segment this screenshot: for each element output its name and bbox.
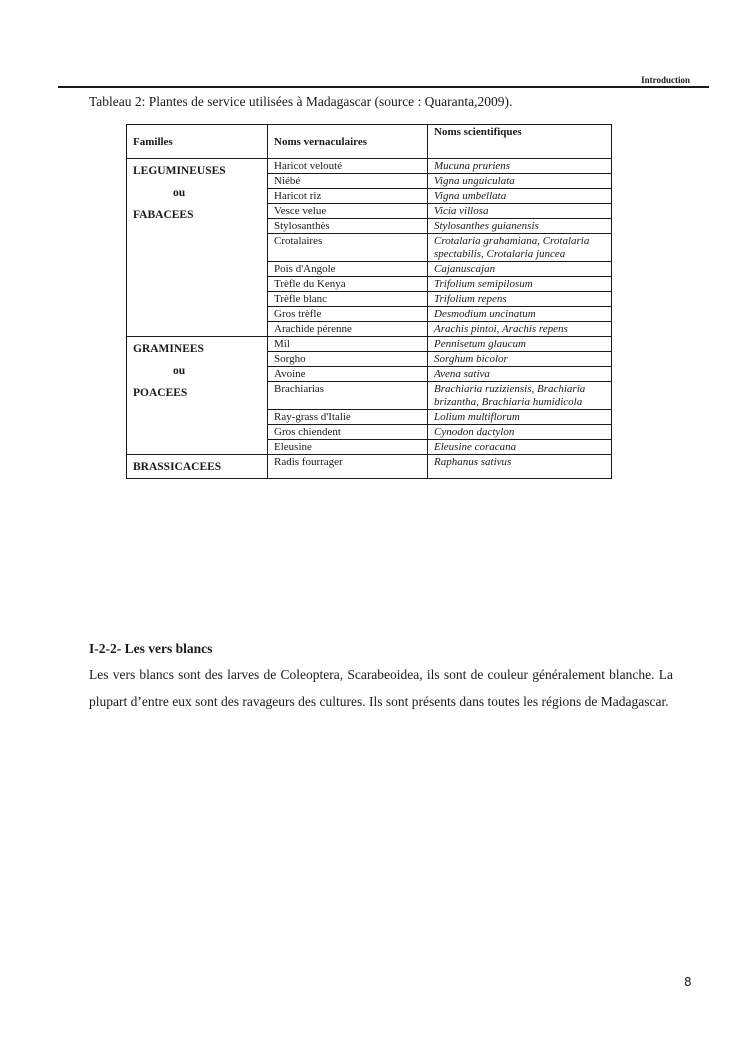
scientific-cell: Pennisetum glaucum xyxy=(428,337,612,352)
scientific-cell: Desmodium uncinatum xyxy=(428,307,612,322)
vernacular-cell: Mil xyxy=(268,337,428,352)
scientific-cell: Vigna unguiculata xyxy=(428,174,612,189)
vernacular-cell: Trèfle du Kenya xyxy=(268,277,428,292)
section-title: I-2-2- Les vers blancs xyxy=(89,641,213,656)
scientific-cell: Trifolium semipilosum xyxy=(428,277,612,292)
plants-table xyxy=(126,124,612,479)
family-cell xyxy=(127,455,268,479)
header-scientific: Noms scientifiques xyxy=(428,125,612,159)
header-families: Familles xyxy=(127,125,268,159)
family-name: LEGUMINEUSES xyxy=(133,165,226,177)
header-section-label: Introduction xyxy=(641,75,690,85)
scientific-cell: Brachiaria ruziziensis, Brachiaria brizantha, Brachiaria humidicola xyxy=(428,382,612,410)
scientific-cell: Vicia villosa xyxy=(428,204,612,219)
family-name: FABACEES xyxy=(133,209,194,221)
family-cell xyxy=(127,159,268,337)
vernacular-cell: Vesce velue xyxy=(268,204,428,219)
scientific-cell: Eleusine coracana xyxy=(428,440,612,455)
family-cell xyxy=(127,337,268,455)
scientific-cell: Sorghum bicolor xyxy=(428,352,612,367)
vernacular-cell: Radis fourrager xyxy=(268,455,428,479)
vernacular-cell: Niébé xyxy=(268,174,428,189)
table-header-row xyxy=(127,125,612,159)
vernacular-cell: Stylosanthès xyxy=(268,219,428,234)
vernacular-cell: Pois d'Angole xyxy=(268,262,428,277)
scientific-cell: Avena sativa xyxy=(428,367,612,382)
family-name: ou xyxy=(173,365,186,377)
scientific-cell: Cajanuscajan xyxy=(428,262,612,277)
vernacular-cell: Trèfle blanc xyxy=(268,292,428,307)
vernacular-cell: Avoine xyxy=(268,367,428,382)
vernacular-cell: Sorgho xyxy=(268,352,428,367)
scientific-cell: Stylosanthes guianensis xyxy=(428,219,612,234)
scientific-cell: Vigna umbellata xyxy=(428,189,612,204)
page-number: 8 xyxy=(684,975,692,989)
vernacular-cell: Ray-grass d'Italie xyxy=(268,410,428,425)
table-row xyxy=(127,159,612,174)
scientific-cell: Trifolium repens xyxy=(428,292,612,307)
section-paragraph: Les vers blancs sont des larves de Coleoptera, Scarabeoidea, ils sont de couleur généralement blanche. La plupart d’entre eux sont des ravageurs des cultures. Ils sont présents dans toutes les régions de Madagascar. xyxy=(89,667,673,709)
vernacular-cell: Gros trèfle xyxy=(268,307,428,322)
vernacular-cell: Arachide pérenne xyxy=(268,322,428,337)
scientific-cell: Cynodon dactylon xyxy=(428,425,612,440)
vernacular-cell: Crotalaires xyxy=(268,234,428,262)
vernacular-cell: Brachiarias xyxy=(268,382,428,410)
family-name: GRAMINEES xyxy=(133,343,204,355)
family-name: POACEES xyxy=(133,387,188,399)
vernacular-cell: Haricot velouté xyxy=(268,159,428,174)
scientific-cell: Mucuna pruriens xyxy=(428,159,612,174)
header-vernacular: Noms vernaculaires xyxy=(268,125,428,159)
family-name: ou xyxy=(173,187,186,199)
vernacular-cell: Eleusine xyxy=(268,440,428,455)
family-name: BRASSICACEES xyxy=(133,461,222,473)
table-row xyxy=(127,337,612,352)
vernacular-cell: Gros chiendent xyxy=(268,425,428,440)
vernacular-cell: Haricot riz xyxy=(268,189,428,204)
table-body xyxy=(127,159,612,479)
scientific-cell: Lolium multiflorum xyxy=(428,410,612,425)
table-row xyxy=(127,455,612,479)
scientific-cell: Crotalaria grahamiana, Crotalaria spectabilis, Crotalaria juncea xyxy=(428,234,612,262)
header-rule xyxy=(58,86,709,88)
scientific-cell: Arachis pintoi, Arachis repens xyxy=(428,322,612,337)
scientific-cell: Raphanus sativus xyxy=(428,455,612,479)
table-caption: Tableau 2: Plantes de service utilisées à Madagascar (source : Quaranta,2009). xyxy=(89,94,513,109)
